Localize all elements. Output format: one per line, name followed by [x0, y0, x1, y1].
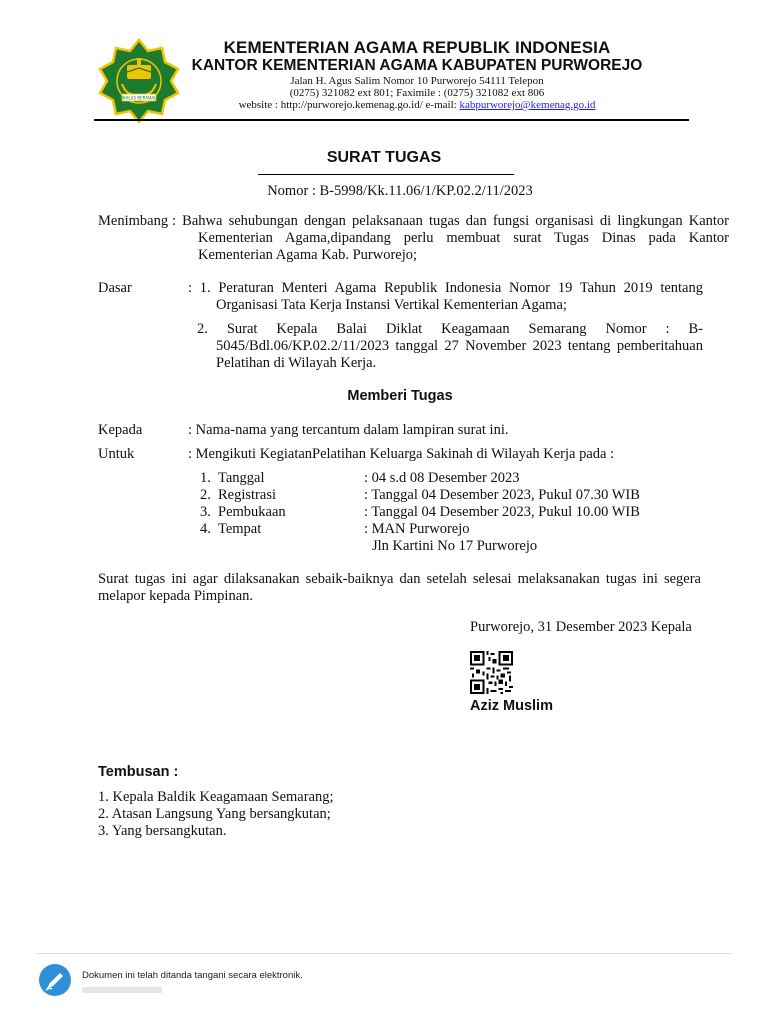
- detail-label-pembukaan: Pembukaan: [218, 504, 286, 520]
- untuk-label: Untuk: [98, 446, 135, 462]
- detail-number: 1.: [200, 470, 211, 486]
- memberi-tugas-heading: Memberi Tugas: [347, 388, 453, 404]
- detail-label-tanggal: Tanggal: [218, 470, 265, 486]
- footer-rule: [36, 953, 732, 954]
- address-line1: Jalan H. Agus Salim Nomor 10 Purworejo 54111 Telepon: [290, 75, 544, 87]
- signer-name: Aziz Muslim: [470, 698, 553, 714]
- detail-label-registrasi: Registrasi: [218, 487, 276, 503]
- dasar-item-1: : 1. Peraturan Menteri Agama Republik Indonesia Nomor 19 Tahun 2019 tentang Organisasi Tata Kerja Instansi Vertikal Kementerian Agama;: [188, 280, 703, 313]
- kepada-text: : Nama-nama yang tercantum dalam lampiran surat ini.: [188, 422, 509, 438]
- document-title: SURAT TUGAS: [326, 149, 442, 166]
- dasar-label: Dasar: [98, 280, 132, 296]
- detail-number: 3.: [200, 504, 211, 520]
- detail-value-registrasi: : Tanggal 04 Desember 2023, Pukul 07.30 WIB: [364, 487, 640, 503]
- menimbang-text: : Bahwa sehubungan dengan pelaksanaan tugas dan fungsi organisasi di lingkungan Kantor Kementerian Agama,dipandang perlu membuat surat Tugas Dinas pada Kantor Kementerian Agama Kab. Purworejo;: [172, 213, 729, 263]
- dasar-item-2: 2. Surat Kepala Balai Diklat Keagamaan Semarang Nomor : B-5045/Bdl.06/KP.02.2/11/2023 tanggal 27 November 2023 tentang pemberitahuan Pelatihan di Wilayah Kerja.: [197, 321, 703, 371]
- address-line2: (0275) 321082 ext 801; Faximile : (0275) 321082 ext 806: [289, 87, 545, 99]
- title-underline: [258, 174, 514, 175]
- esign-pen-icon: [38, 963, 72, 997]
- footer-faint-text: [82, 987, 162, 993]
- org-name-line2: KANTOR KEMENTERIAN AGAMA KABUPATEN PURWOREJO: [191, 57, 643, 74]
- esign-notice: Dokumen ini telah ditanda tangani secara elektronik.: [82, 970, 303, 981]
- svg-text:IKHLAS BERAMAL: IKHLAS BERAMAL: [121, 95, 157, 101]
- detail-number: 4.: [200, 521, 211, 537]
- document-number: Nomor : B-5998/Kk.11.06/1/KP.02.2/11/2023: [267, 183, 533, 199]
- detail-value-tempat: : MAN Purworejo: [364, 521, 470, 537]
- website-text: website : http://purworejo.kemenag.go.id/ e-mail:: [238, 99, 460, 111]
- kepada-label: Kepada: [98, 422, 143, 438]
- detail-value-tempat-line2: Jln Kartini No 17 Purworejo: [372, 538, 538, 554]
- place-date: Purworejo, 31 Desember 2023 Kepala: [470, 619, 692, 635]
- closing-paragraph: Surat tugas ini agar dilaksanakan sebaik-baiknya dan setelah selesai melaksanakan tugas ini segera melapor kepada Pimpinan.: [98, 571, 701, 604]
- tembusan-item: 3. Yang bersangkutan.: [98, 823, 227, 839]
- detail-number: 2.: [200, 487, 211, 503]
- tembusan-item: 2. Atasan Langsung Yang bersangkutan;: [98, 806, 331, 822]
- menimbang-label: Menimbang: [98, 213, 169, 229]
- untuk-text: : Mengikuti KegiatanPelatihan Keluarga Sakinah di Wilayah Kerja pada :: [188, 446, 615, 462]
- tembusan-heading: Tembusan :: [98, 764, 179, 780]
- header-rule: [94, 119, 689, 121]
- detail-value-pembukaan: : Tanggal 04 Desember 2023, Pukul 10.00 WIB: [364, 504, 640, 520]
- detail-label-tempat: Tempat: [218, 521, 262, 537]
- email-link[interactable]: kabpurworejo@kemenag.go.id: [459, 99, 596, 111]
- qr-code: [470, 651, 513, 694]
- address-line3: [182, 99, 652, 112]
- detail-value-tanggal: : 04 s.d 08 Desember 2023: [364, 470, 520, 486]
- kemenag-logo: [96, 38, 182, 124]
- tembusan-item: 1. Kepala Baldik Keagamaan Semarang;: [98, 789, 334, 805]
- org-name-line1: KEMENTERIAN AGAMA REPUBLIK INDONESIA: [223, 38, 611, 57]
